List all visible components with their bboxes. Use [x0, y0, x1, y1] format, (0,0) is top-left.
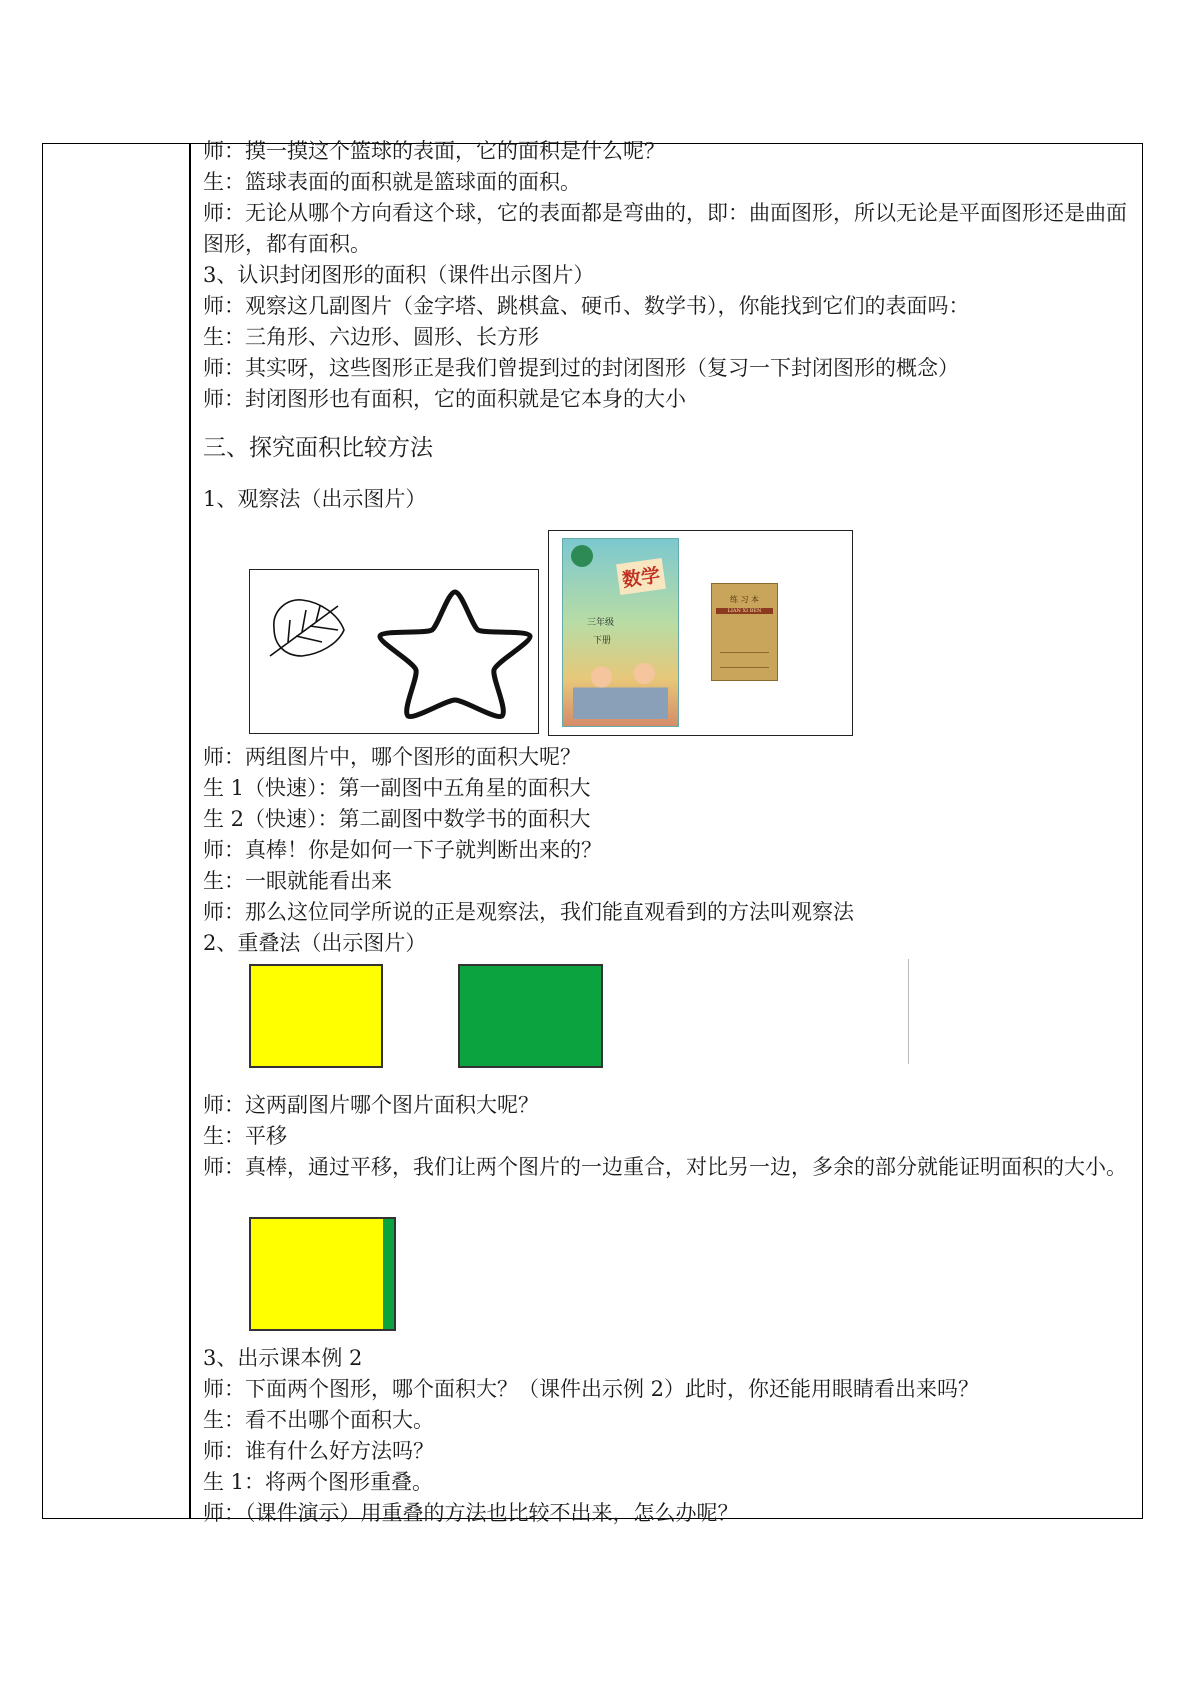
- text-paragraph: 师：真棒，通过平移，我们让两个图片的一边重合，对比另一边，多余的部分就能证明面积的大小。: [203, 1155, 1127, 1179]
- yellow-square-overlaid: [249, 1217, 383, 1331]
- column-divider: [189, 144, 191, 1518]
- book-volume: 下册: [593, 636, 612, 646]
- green-square: [458, 964, 603, 1068]
- book-title: 数学: [616, 558, 666, 595]
- text-line: 师：封闭图形也有面积，它的面积就是它本身的大小: [203, 387, 686, 411]
- text-line: 生：看不出哪个面积大。: [203, 1408, 434, 1432]
- text-line: 师：两组图片中，哪个图形的面积大呢？: [203, 745, 581, 769]
- text-line: 师：这两副图片哪个图片面积大呢？: [203, 1093, 539, 1117]
- leaf-star-drawing: [250, 570, 538, 733]
- notebook-lines: [720, 652, 769, 668]
- text-line: 生：三角形、六边形、圆形、长方形: [203, 325, 539, 349]
- book-children-illustration: [573, 649, 668, 719]
- section-heading: 三、探究面积比较方法: [203, 435, 433, 461]
- leaf-icon: [270, 600, 344, 656]
- book-badge-icon: [571, 545, 593, 567]
- text-line: 生 1（快速）：第一副图中五角星的面积大: [203, 776, 591, 800]
- text-line: 师：谁有什么好方法吗？: [203, 1439, 434, 1463]
- text-line: 生 2（快速）：第二副图中数学书的面积大: [203, 807, 591, 831]
- text-line: 师：那么这位同学所说的正是观察法，我们能直观看到的方法叫观察法: [203, 900, 854, 924]
- text-line: 生：平移: [203, 1124, 287, 1148]
- divider-line: [908, 959, 909, 1064]
- text-line: 师：真棒！你是如何一下子就判断出来的？: [203, 838, 602, 862]
- text-line: 生 1：将两个图形重叠。: [203, 1470, 434, 1494]
- leaf-star-figure: [249, 569, 539, 734]
- book-grade: 三年级: [587, 618, 615, 628]
- star-icon: [380, 592, 530, 717]
- text-line: 师：摸一摸这个篮球的表面，它的面积是什么呢？: [203, 139, 665, 163]
- text-line: 师：下面两个图形，哪个面积大？（课件出示例 2）此时，你还能用眼睛看出来吗？: [203, 1377, 980, 1401]
- text-line: 生：一眼就能看出来: [203, 869, 392, 893]
- text-line: 生：篮球表面的面积就是篮球面的面积。: [203, 170, 581, 194]
- yellow-square: [249, 964, 383, 1068]
- book-notebook-figure: [548, 530, 853, 736]
- text-line: 师：其实呀，这些图形正是我们曾提到过的封闭图形（复习一下封闭图形的概念）: [203, 356, 959, 380]
- math-textbook: [562, 538, 679, 727]
- text-line: 师：观察这几副图片（金字塔、跳棋盒、硬币、数学书），你能找到它们的表面吗：: [203, 294, 970, 318]
- exercise-notebook: [711, 583, 778, 681]
- text-line: 师：（课件演示）用重叠的方法也比较不出来，怎么办呢？: [203, 1501, 739, 1525]
- text-line: 1、观察法（出示图片）: [203, 487, 427, 511]
- text-paragraph: 师：无论从哪个方向看这个球，它的表面都是弯曲的，即：曲面图形，所以无论是平面图形还是曲面图形，都有面积。: [203, 201, 1127, 256]
- notebook-title: 练 习 本: [729, 595, 760, 604]
- text-line: 3、出示课本例 2: [203, 1346, 363, 1370]
- text-line: 3、认识封闭图形的面积（课件出示图片）: [203, 263, 595, 287]
- lesson-content-cell: [203, 139, 1133, 1525]
- text-line: 2、重叠法（出示图片）: [203, 931, 427, 955]
- notebook-pinyin: LIAN XI BEN: [716, 608, 773, 614]
- lesson-table: [42, 139, 1143, 1525]
